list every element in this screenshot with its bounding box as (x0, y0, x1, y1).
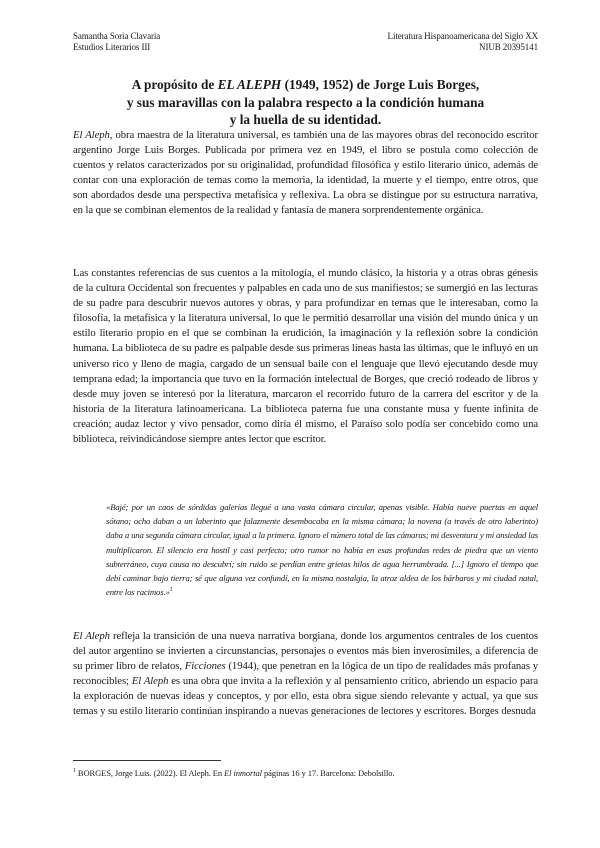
paragraph-2: Las constantes referencias de sus cuentos a la mitología, el mundo clásico, la historia y a otras obras génesis de la cultura Occidental son frecuentes y palpables en cada uno de sus manifiestos; se sumergió en las lecturas de su padre para descubrir nuevos autores y obras, y para profundizar en temas que le interesaban, como la filosofía, la metafísica y la literatura universal, lo que le permitió desarrollar una visión del mundo única y un estilo literario propio en el que se combinan la erudición, la imaginación y la reflexión sobre la condición humana. La biblioteca de su padre es palpable desde sus primeras líneas hasta las últimas, que le influyó en un universo rico y lleno de magia, cargado de un sensual baile con el lenguaje que llevó ejecutando desde muy temprana edad; la importancia que tuvo en la formación intelectual de Borges, que creció rodeado de libros y desde muy joven se interesó por la literatura, marcaron el recorrido futuro de la carrera del escritor y de la historia de la literatura latinoamericana. La biblioteca paterna fue una constante musa y fuente infinita de creación; audaz lector y vivo pensador, como diría él mismo, el Paraíso solo podía ser concebido como una biblioteca, reivindicándose siempre antes lector que escritor. (73, 267, 538, 446)
subject-name: Literatura Hispanoamericana del Siglo XX (387, 31, 538, 41)
document-title (73, 76, 538, 129)
header-right (388, 31, 538, 53)
course-name: Estudios Literarios III (73, 42, 151, 52)
footnote: $^1$ BORGES, Jorge Luis. (2022). El Aleph. En El inmortal páginas 16 y 17. Barcelona: Debolsillo. (73, 768, 395, 778)
title-line-3: y la huella de su identidad. (229, 112, 382, 127)
paragraph-3: El Aleph refleja la transición de una nueva narrativa borgiana, donde los argumentos centrales de los cuentos del autor argentino se invierten a circunstancias, personajes o eventos más bien inverosímiles, a diferencia de su primer libro de relatos, Ficciones (1944), que penetran en la lógica de un tipo de realidades más profanas y reconocibles; El Aleph es una obra que invita a la reflexión y al pensamiento crítico, abriendo un espacio para la exploración de nuevas ideas y conceptos, y por ello, esta obra sigue siendo relevante y actual, ya que sus temas y su estilo literario continúan inspirando a nuevas generaciones de lectores y escritores. Borges desnuda (73, 630, 539, 718)
student-id: NIUB 20395141 (479, 42, 538, 52)
title-line-2: y sus maravillas con la palabra respecto a la condición humana (126, 94, 485, 110)
block-quote: «Bajé; por un caos de sórdidas galerías llegué a una vasta cámara circular, apenas visible. Había nueve puertas en aquel sótano; ocho daban a un laberinto que falazmente desembocaba en la misma cámara; la novena (a través de otro laberinto) daba a una segunda cámara circular, igual a la primera. Ignoro el número total de las cámaras; mi desventura y mi ansiedad las multiplicaron. El silencio era hostil y casi perfecto; otro rumor no había en esas profundas redes de piedra que un viento subterráneo, cuya causa no descubrí; sin ruido se perdían entre grietas hilos de agua herrumbrada. [...] Ignoro el tiempo que debí caminar bajo tierra; sé que alguna vez confundí, en la misma nostalgia, la atroz aldea de los bárbaros y mi ciudad natal, entre los racimos.»$^1$ (106, 502, 538, 598)
author-name: Samantha Soria Clavaria (73, 31, 161, 41)
footnote-reference: 1 (169, 587, 173, 594)
title-line-1: A propósito de EL ALEPH (1949, 1952) de Jorge Luis Borges, (131, 77, 480, 92)
header-left (73, 31, 160, 53)
footnote-divider (73, 760, 221, 761)
paragraph-1: El Aleph, obra maestra de la literatura universal, es también una de las mayores obras del reconocido escritor argentino Jorge Luis Borges. Publicada por primera vez en 1949, el libro se postula como colección de cuentos y relatos caracterizados por su originalidad, profundidad filosófica y estilo literario único, además de contar con una exploración de temas como la memoria, la identidad, la muerte y el tiempo, entre otros, que son abordados desde una perspectiva metafísica y reflexiva. La obra se distingue por su estructura narrativa, en la que se combinan elementos de la realidad y fantasía de manera sorprendentemente orgánica. (73, 129, 539, 217)
